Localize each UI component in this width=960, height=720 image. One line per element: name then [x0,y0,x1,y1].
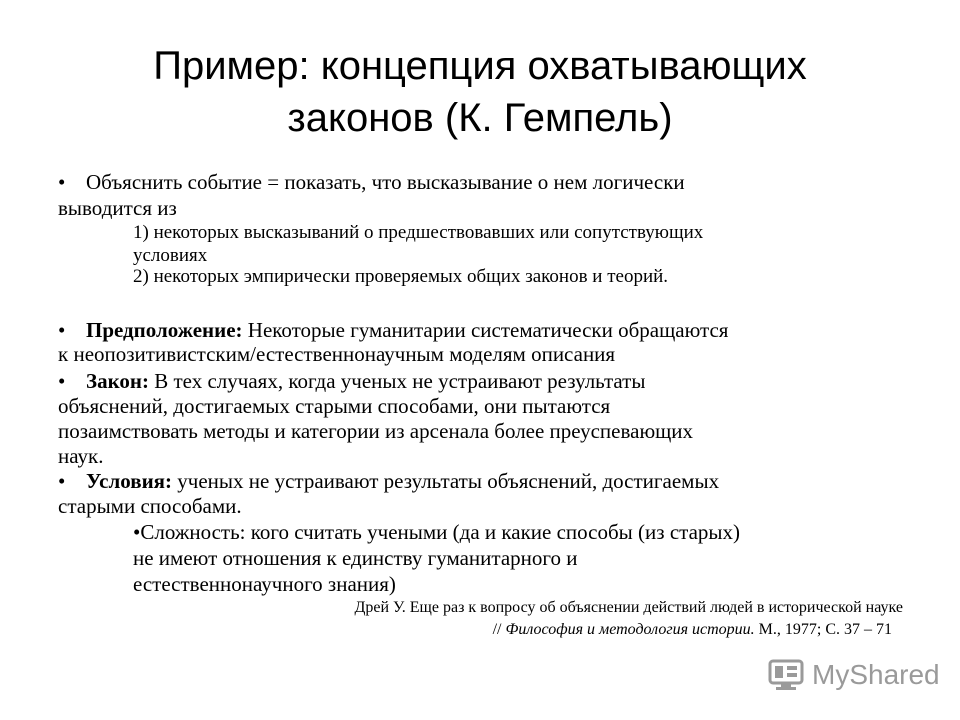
item-4-label: Условия: [86,469,173,493]
item-4-line-1: • Условия: ученых не устраивают результаты объяснений, достигаемых [58,469,720,493]
item-1-sub-2: 2) некоторых эмпирически проверяемых общих законов и теорий. [133,266,669,287]
item-1-line-1: • Объяснить событие = показать, что высказывание о нем логически [58,170,685,194]
item-4-sub-line-3: естественнонаучного знания) [133,572,396,596]
item-3-label: Закон: [86,369,149,393]
item-4-line-2: старыми способами. [58,494,242,518]
item-3-line-1: • Закон: В тех случаях, когда ученых не устраивают результаты [58,369,646,393]
item-2-line-1: • Предположение: Некоторые гуманитарии систематически обращаются [58,318,729,342]
item-1-line-2: выводится из [58,196,177,220]
item-1-sub-1-line-1: 1) некоторых высказываний о предшествовавших или сопутствующих [133,222,704,243]
item-4-sub-line-2: не имеют отношения к единству гуманитарного и [133,546,578,570]
item-3-line-3: позаимствовать методы и категории из арсенала более преуспевающих [58,419,694,443]
bullet-icon: • [58,469,66,493]
citation-line-2: // Философия и методология истории. М., 1977; С. 37 – 71 [492,621,892,638]
myshared-logo-icon [768,659,804,691]
item-2-label: Предположение: [86,318,243,342]
item-1-sub-1-line-2: условиях [133,245,208,266]
slide-title [40,40,920,144]
bullet-icon: • [58,170,66,194]
citation-journal: Философия и методология истории. [505,621,755,638]
bullet-icon: • [58,318,66,342]
slide-title-line-2: законов (К. Гемпель) [287,96,673,140]
citation-line-1: Дрей У. Еще раз к вопросу об объяснении действий людей в исторической науке [354,599,903,616]
bullet-icon: • [58,369,66,393]
item-3-line-2: объяснений, достигаемых старыми способами, они пытаются [58,394,611,418]
item-4-sub-line-1: •Сложность: кого считать учеными (да и какие способы (из старых) [133,520,741,544]
item-2-line-2: к неопозитивистским/естественнонаучным моделям описания [58,342,616,366]
item-3-line-4: наук. [58,444,104,468]
watermark-brand-text: MyShared [812,659,940,690]
slide-title-line-1: Пример: концепция охватывающих [153,44,807,88]
myshared-watermark [768,657,940,693]
